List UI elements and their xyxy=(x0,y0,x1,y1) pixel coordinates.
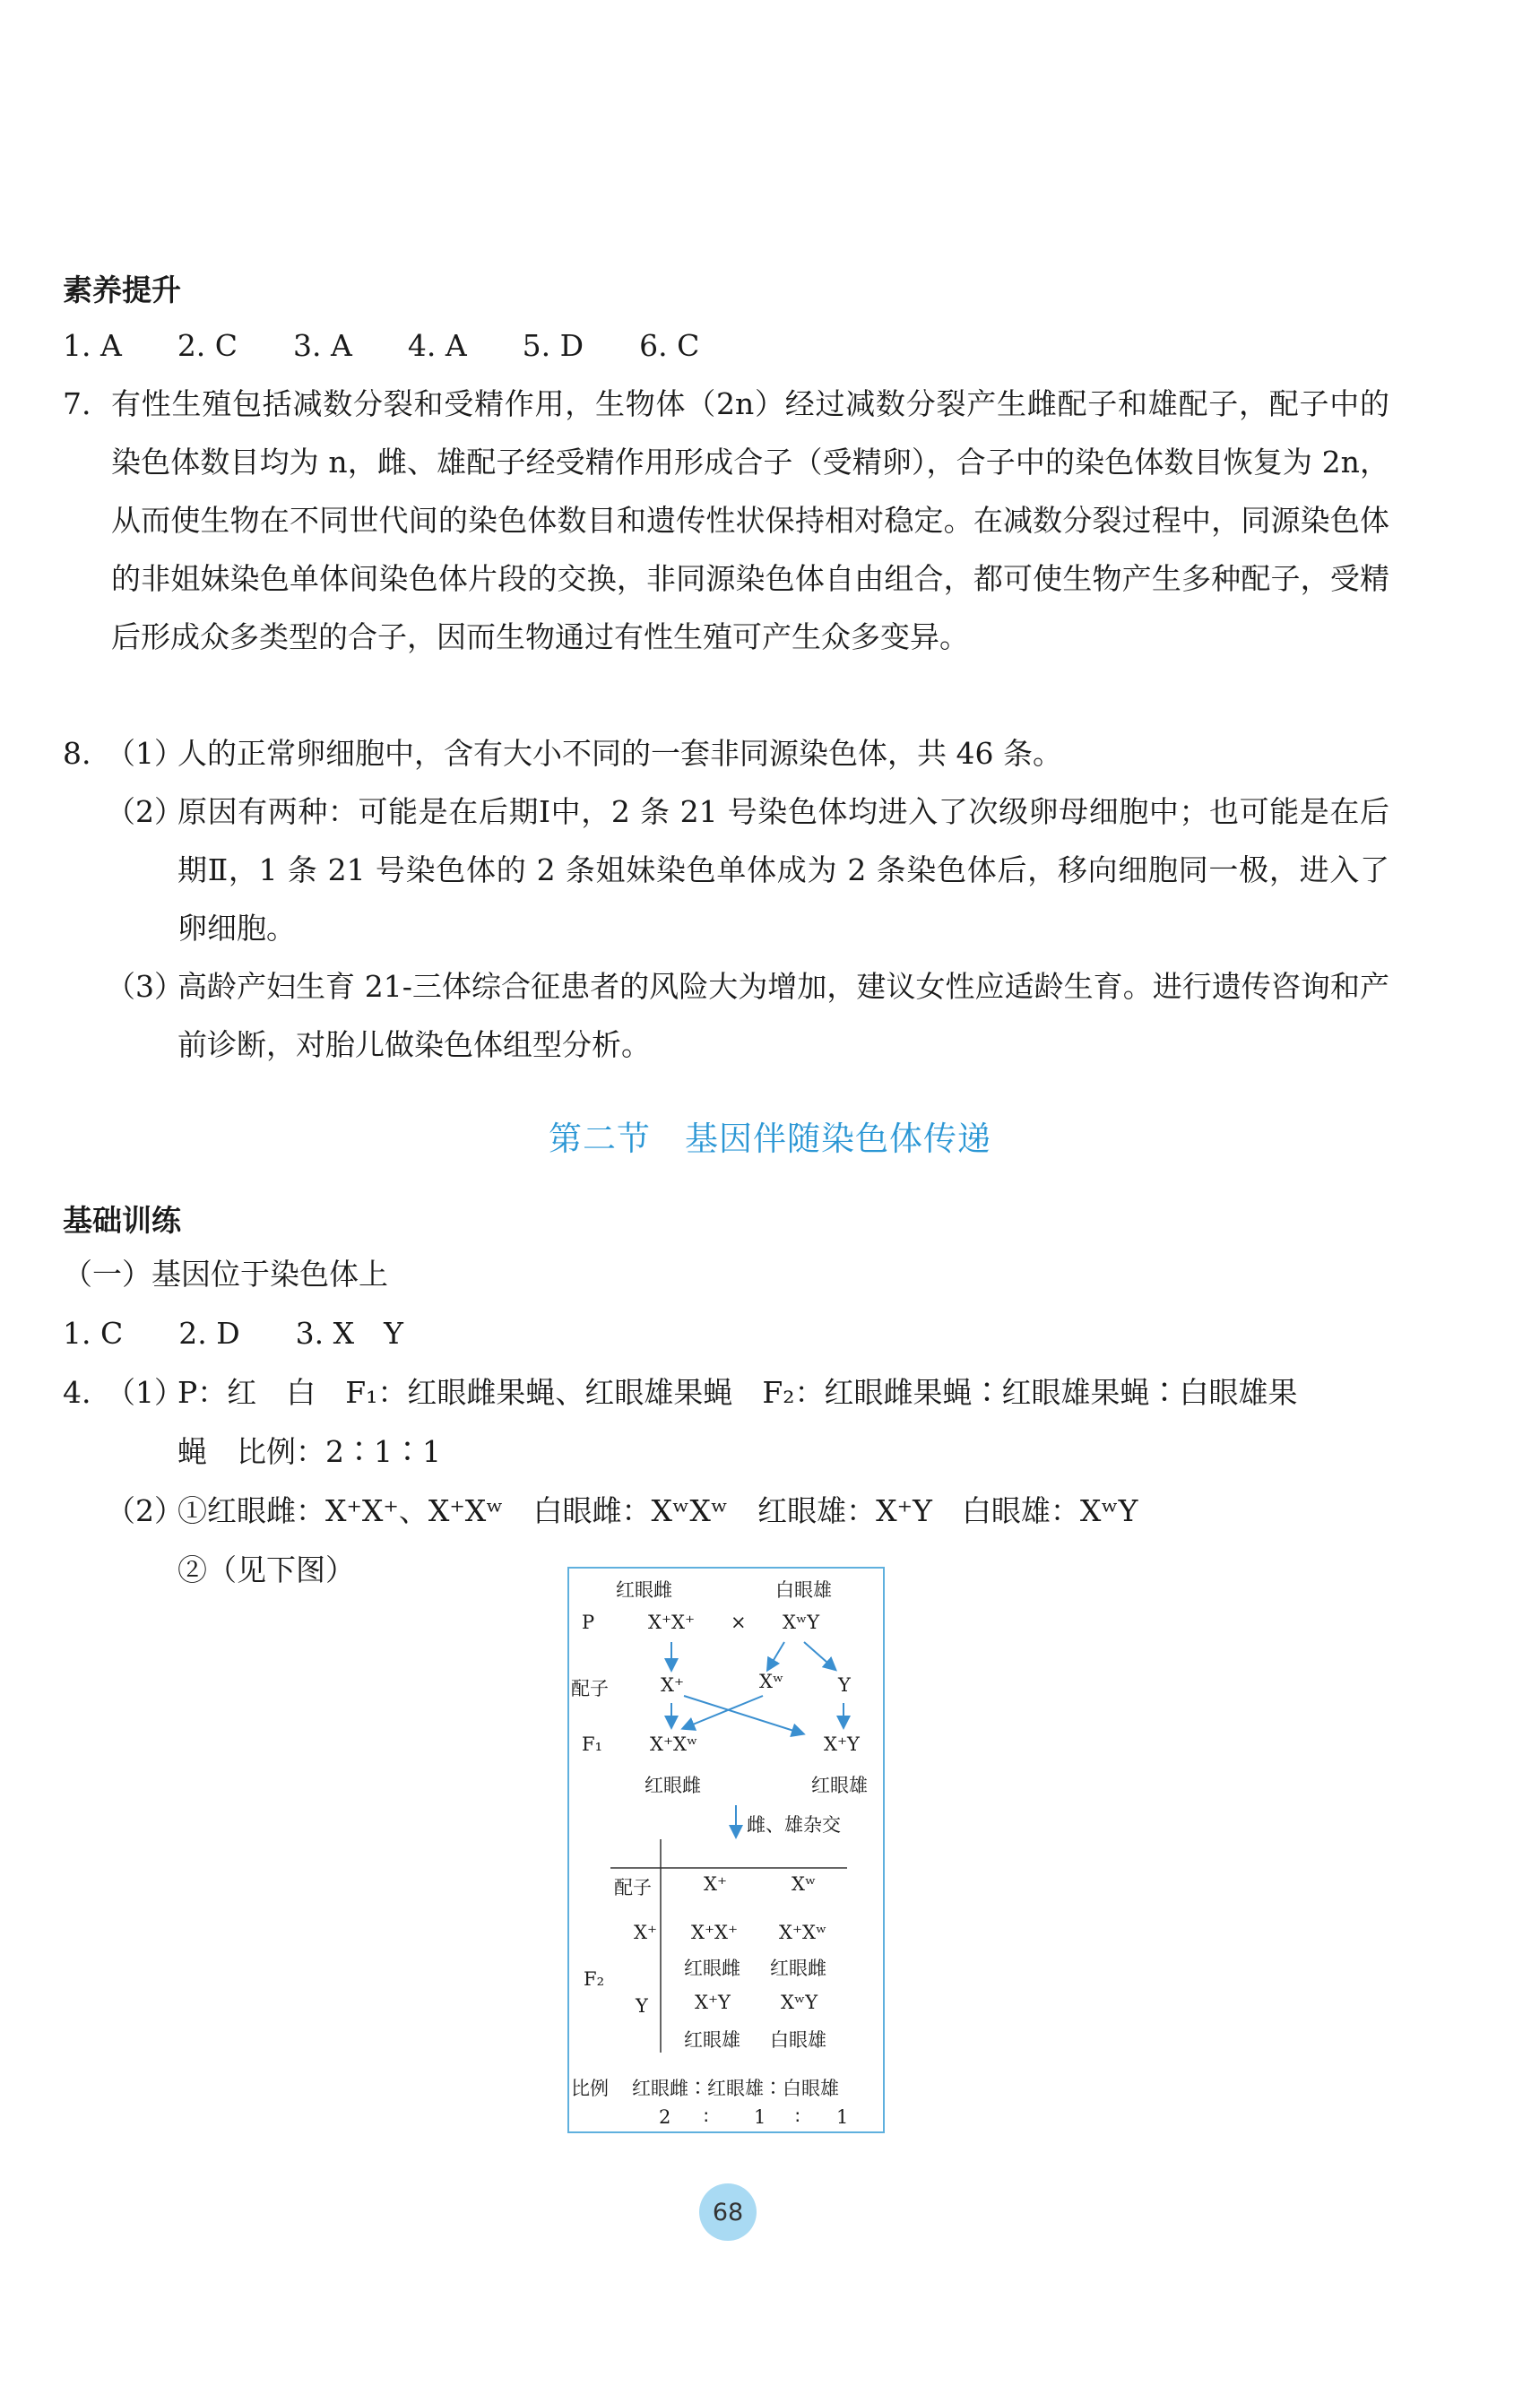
subsection-title: （一）基因位于染色体上 xyxy=(63,1257,388,1292)
q8-part1-label: （1） xyxy=(106,736,184,771)
f2-label: F₂ xyxy=(584,1968,604,1990)
q4-part1-line2: 蝇 比例：2∶1∶1 xyxy=(177,1434,441,1469)
answer-1: 1. A xyxy=(63,328,122,363)
section-title: 第二节 基因伴随染色体传递 xyxy=(549,1120,991,1158)
q8-part3-label: （3） xyxy=(106,969,184,1004)
f1-male-genotype: X⁺Y xyxy=(824,1733,860,1755)
f1-female-genotype: X⁺Xʷ xyxy=(650,1733,698,1755)
p-female-phenotype: 红眼雌 xyxy=(616,1579,672,1601)
answer-2: 2. C xyxy=(177,328,238,363)
q4-number: 4. xyxy=(63,1375,91,1410)
f1-label: F₁ xyxy=(582,1733,602,1755)
genetic-cross-diagram xyxy=(567,1567,885,2133)
p-label: P xyxy=(582,1612,595,1633)
mating-label: 雌、雄杂交 xyxy=(747,1814,841,1836)
arrow-xp-to-f1-male xyxy=(684,1696,802,1733)
punnett-col-xp: X⁺ xyxy=(704,1873,728,1895)
gamete-xw: Xʷ xyxy=(759,1671,784,1692)
q8-number: 8. xyxy=(63,736,91,771)
f1-male-phenotype: 红眼雄 xyxy=(811,1775,868,1796)
f2-genotype-xpy: X⁺Y xyxy=(695,1992,731,2013)
answer-3: 3. A xyxy=(293,328,352,363)
q7-number: 7. xyxy=(63,386,91,421)
q4-part2-label: （2） xyxy=(106,1493,184,1528)
punnett-gamete-label: 配子 xyxy=(614,1877,652,1898)
punnett-row-xp: X⁺ xyxy=(634,1922,658,1943)
basic-answers xyxy=(63,1316,459,1352)
section-heading-jichu: 基础训练 xyxy=(63,1203,181,1238)
gamete-y: Y xyxy=(838,1674,851,1696)
cross-sign: × xyxy=(731,1612,747,1633)
ratio-label: 比例 xyxy=(571,2078,609,2099)
q8-part2: 原因有两种：可能是在后期Ⅰ中，2 条 21 号染色体均进入了次级卵母细胞中；也可能是在后期Ⅱ，1 条 21 号染色体的 2 条姐妹染色单体成为 2 条染色体后，移向细胞同一极，进入了卵细胞。 xyxy=(177,794,1389,946)
gamete-xp: X⁺ xyxy=(661,1674,685,1696)
answer-b1: 1. C xyxy=(63,1316,124,1351)
punnett-row-y: Y xyxy=(636,1995,648,2017)
page-number: 68 xyxy=(699,2183,757,2241)
f2-phenotype-3: 红眼雄 xyxy=(684,2029,740,2051)
p-male-phenotype: 白眼雄 xyxy=(775,1579,832,1601)
f2-phenotype-4: 白眼雄 xyxy=(770,2029,826,2051)
p-male-genotype: XʷY xyxy=(783,1612,820,1633)
punnett-col-xw: Xʷ xyxy=(792,1873,817,1895)
arrow-xw-to-f1-female xyxy=(684,1696,763,1728)
q7-answer: 有性生殖包括减数分裂和受精作用，生物体（2n）经过减数分裂产生雌配子和雄配子，配子中的染色体数目均为 n，雌、雄配子经受精作用形成合子（受精卵），合子中的染色体数目恢复为 2n，从而使生物在不同世代间的染色体数目和遗传性状保持相对稳定。在减数分裂过程中，同源染色体的非姐妹染色单体间染色体片段的交换，非同源染色体自由组合，都可使生物产生多种配子，受精后形成众多类型的合子，因而生物通过有性生殖可产生众多变异。 xyxy=(111,386,1389,654)
answer-4: 4. A xyxy=(407,328,467,363)
answer-6: 6. C xyxy=(639,328,700,363)
answer-5: 5. D xyxy=(522,328,584,363)
gamete-label: 配子 xyxy=(571,1678,609,1699)
q4-part2-genotypes: ①红眼雌：X⁺X⁺、X⁺Xʷ 白眼雌：XʷXʷ 红眼雄：X⁺Y 白眼雄：XʷY xyxy=(177,1493,1138,1528)
section-heading-suyang: 素养提升 xyxy=(63,272,181,307)
ratio-num-2: 1 xyxy=(754,2106,766,2128)
ratio-num-3: 1 xyxy=(836,2106,849,2128)
q8-part1: 人的正常卵细胞中，含有大小不同的一套非同源染色体，共 46 条。 xyxy=(177,736,1062,771)
f2-phenotype-1: 红眼雌 xyxy=(684,1958,740,1979)
f2-phenotype-2: 红眼雌 xyxy=(770,1958,826,1979)
q8-part2-label: （2） xyxy=(106,794,184,829)
p-female-genotype: X⁺X⁺ xyxy=(648,1612,696,1633)
arrow-p-male-to-xw xyxy=(768,1642,784,1669)
f1-female-phenotype: 红眼雌 xyxy=(645,1775,701,1796)
q4-part1-label: （1） xyxy=(106,1375,184,1410)
f2-genotype-xpxp: X⁺X⁺ xyxy=(691,1922,739,1943)
ratio-phenotypes: 红眼雌∶红眼雄∶白眼雄 xyxy=(632,2078,839,2099)
answer-b2: 2. D xyxy=(178,1316,240,1351)
f2-genotype-xwy: XʷY xyxy=(781,1992,818,2013)
f2-genotype-xpxw: X⁺Xʷ xyxy=(779,1922,827,1943)
ratio-num-1: 2 xyxy=(659,2106,671,2128)
ratio-sep-2: ∶ xyxy=(795,2106,800,2128)
mc-answers xyxy=(63,328,755,364)
ratio-sep-1: ∶ xyxy=(704,2106,709,2128)
arrow-p-male-to-y xyxy=(804,1642,835,1669)
q4-part1-line1: P：红 白 F₁：红眼雌果蝇、红眼雄果蝇 F₂：红眼雌果蝇∶红眼雄果蝇∶白眼雄果 xyxy=(177,1375,1298,1410)
answer-b3: 3. X Y xyxy=(295,1316,403,1351)
q8-part3: 高龄产妇生育 21-三体综合征患者的风险大为增加，建议女性应适龄生育。进行遗传咨询和产前诊断，对胎儿做染色体组型分析。 xyxy=(177,969,1389,1062)
q4-part2-see-figure: ②（见下图） xyxy=(177,1552,355,1587)
